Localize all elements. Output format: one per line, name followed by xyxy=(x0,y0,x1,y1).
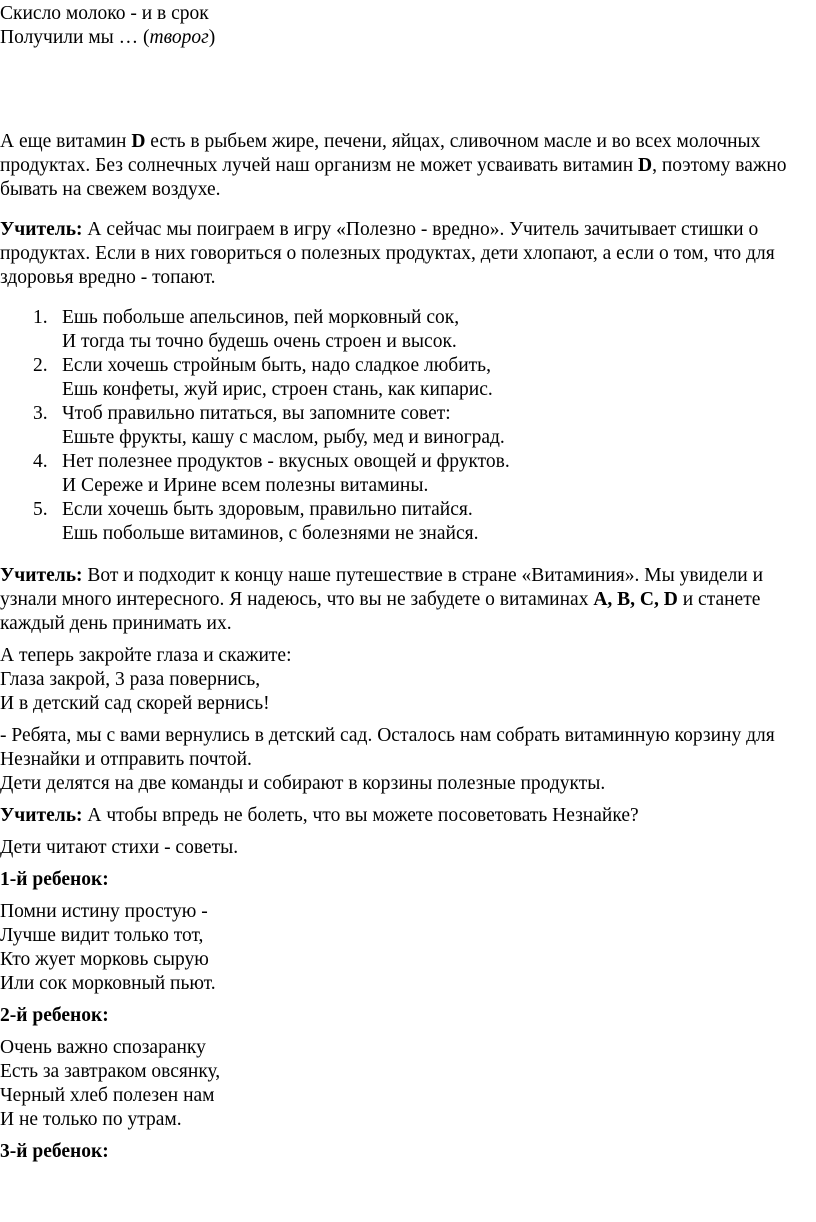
list-item-line-1: Чтоб правильно питаться, вы запомните совет: xyxy=(62,403,451,424)
game-intro-paragraph xyxy=(0,218,808,290)
child-1-heading-text: 1-й ребенок: xyxy=(0,869,109,890)
list-item-line-1: Если хочешь быть здоровым, правильно питайся. xyxy=(62,499,473,520)
child-3-heading xyxy=(0,1140,808,1164)
riddle-answer: творог xyxy=(149,27,209,48)
list-item xyxy=(0,402,808,450)
list-item xyxy=(0,306,808,354)
riddle xyxy=(0,2,808,50)
back-home-line-2: Дети делятся на две команды и собирают в корзины полезные продукты. xyxy=(0,773,606,794)
vitamins-list-bold: A, B, C, D xyxy=(593,589,678,610)
close-eyes-line-2: Глаза закрой, 3 раза повернись, xyxy=(0,669,261,690)
speaker-label: Учитель: xyxy=(0,565,83,586)
list-item-line-1: Если хочешь стройным быть, надо сладкое любить, xyxy=(62,355,491,376)
list-item-line-2: Ешь конфеты, жуй ирис, строен стань, как кипарис. xyxy=(62,379,493,400)
vitamin-d-bold-1: D xyxy=(131,131,146,152)
list-item-line-1: Нет полезнее продуктов - вкусных овощей и фруктов. xyxy=(62,451,510,472)
poem-line: Черный хлеб полезен нам xyxy=(0,1085,215,1106)
game-poem-list xyxy=(0,306,808,546)
document-page xyxy=(0,2,808,1164)
list-item-number: 2. xyxy=(33,355,48,376)
poem-line: Есть за завтраком овсянку, xyxy=(0,1061,221,1082)
close-eyes-paragraph xyxy=(0,644,808,716)
vitamin-d-text-3: , поэтому важно бывать на свежем воздухе. xyxy=(0,155,787,200)
list-item-line-2: И тогда ты точно будешь очень строен и высок. xyxy=(62,331,457,352)
poem-line: Помни истину простую - xyxy=(0,901,208,922)
list-item-line-2: И Сереже и Ирине всем полезны витамины. xyxy=(62,475,429,496)
list-item-number: 1. xyxy=(33,307,48,328)
list-item-line-2: Ешь побольше витаминов, с болезнями не знайся. xyxy=(62,523,479,544)
vitamin-d-bold-2: D xyxy=(638,155,653,176)
vitamin-d-paragraph xyxy=(0,130,808,202)
speaker-label: Учитель: xyxy=(0,219,83,240)
close-eyes-line-3: И в детский сад скорей вернись! xyxy=(0,693,270,714)
back-home-paragraph xyxy=(0,724,808,796)
riddle-line-2-suffix: ) xyxy=(208,27,216,48)
child-2-poem xyxy=(0,1036,808,1132)
advice-question-text: А чтобы впредь не болеть, что вы можете посоветовать Незнайке? xyxy=(82,805,639,826)
journey-end-paragraph xyxy=(0,564,808,636)
speaker-label: Учитель: xyxy=(0,805,83,826)
child-2-heading xyxy=(0,1004,808,1028)
poem-line: И не только по утрам. xyxy=(0,1109,182,1130)
child-2-heading-text: 2-й ребенок: xyxy=(0,1005,109,1026)
list-item-line-2: Ешьте фрукты, кашу с маслом, рыбу, мед и виноград. xyxy=(62,427,505,448)
journey-end-text-2: и станете каждый день принимать их. xyxy=(0,589,761,634)
vitamin-d-text-1: А еще витамин xyxy=(0,131,132,152)
poem-line: Или сок морковный пьют. xyxy=(0,973,216,994)
list-item-number: 3. xyxy=(33,403,48,424)
game-intro-text: А сейчас мы поиграем в игру «Полезно - вредно». Учитель зачитывает стишки о продуктах. Если в них говориться о полезных продуктах, дети хлопают, а если о том, что для здоровья вредно - топают. xyxy=(0,219,775,288)
children-read-paragraph: Дети читают стихи - советы. xyxy=(0,837,239,858)
child-3-heading-text: 3-й ребенок: xyxy=(0,1141,109,1162)
child-1-heading xyxy=(0,868,808,892)
list-item xyxy=(0,450,808,498)
riddle-line-2-prefix: Получили мы … ( xyxy=(0,27,150,48)
riddle-line-1: Скисло молоко - и в срок xyxy=(0,3,209,24)
advice-question-paragraph xyxy=(0,804,808,828)
list-item-number: 5. xyxy=(33,499,48,520)
poem-line: Кто жует морковь сырую xyxy=(0,949,209,970)
list-item-number: 4. xyxy=(33,451,48,472)
child-1-poem xyxy=(0,900,808,996)
list-item-line-1: Ешь побольше апельсинов, пей морковный сок, xyxy=(62,307,460,328)
list-item xyxy=(0,498,808,546)
list-item xyxy=(0,354,808,402)
poem-line: Лучше видит только тот, xyxy=(0,925,204,946)
journey-end-text: Вот и подходит к концу наше путешествие в стране «Витаминия». Мы увидели и узнали много интересного. Я надеюсь, что вы не забудете о витаминах xyxy=(0,565,764,610)
back-home-line-1: - Ребята, мы с вами вернулись в детский сад. Осталось нам собрать витаминную корзину для Незнайки и отправить почтой. xyxy=(0,725,775,770)
vitamin-d-text-2: есть в рыбьем жире, печени, яйцах, сливочном масле и во всех молочных продуктах. Без солнечных лучей наш организм не может усваивать витамин xyxy=(0,131,761,176)
poem-line: Очень важно спозаранку xyxy=(0,1037,206,1058)
riddle-line-2 xyxy=(0,26,808,50)
close-eyes-line-1: А теперь закройте глаза и скажите: xyxy=(0,645,292,666)
